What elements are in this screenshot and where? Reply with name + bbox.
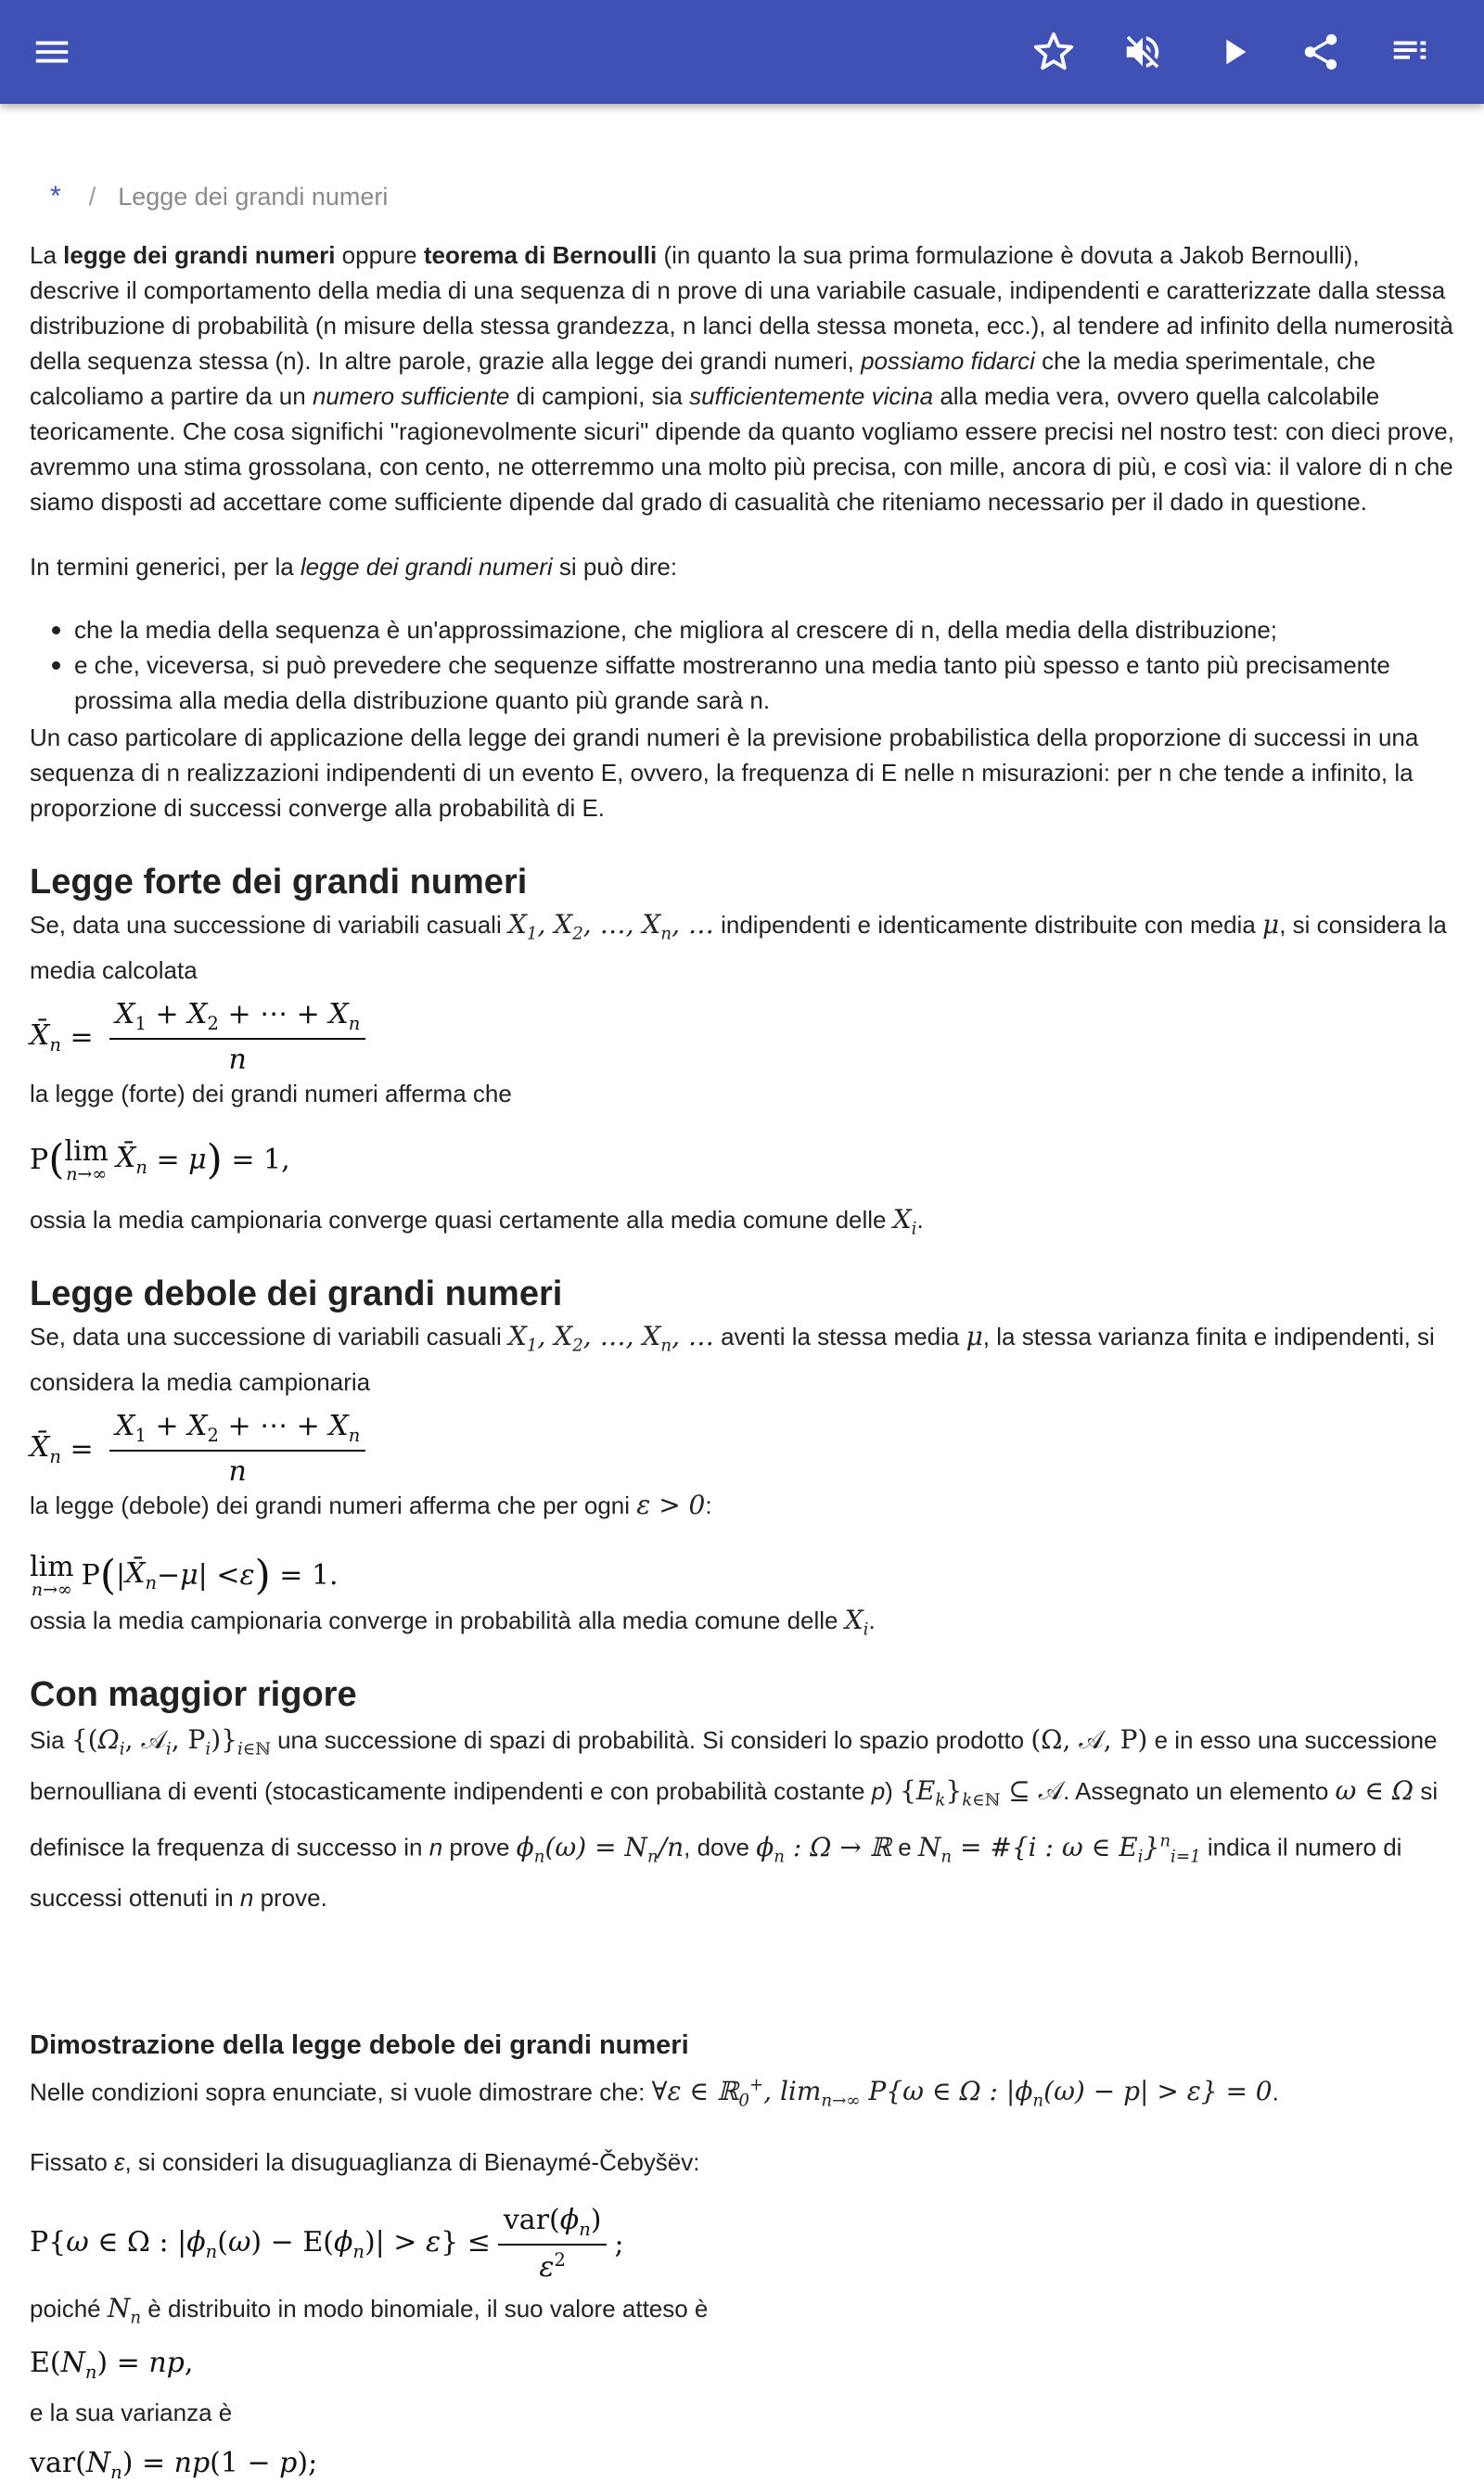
proof-binomial-paragraph: poiché $N_n$ è distribuito in modo binomiale, il suo valore atteso è — [30, 2293, 709, 2328]
math-inline: $X_i$ — [844, 1605, 869, 1640]
math-inline: ω ∈ Ω — [1335, 1774, 1414, 1806]
play-icon[interactable] — [1206, 24, 1261, 80]
math-inline: μ — [966, 1321, 983, 1351]
menu-icon[interactable] — [24, 24, 80, 80]
math-inline: (Ω, 𝒜, P) — [1030, 1724, 1148, 1755]
intro-generic-paragraph: In termini generici, per la legge dei grandi numeri si può dire: — [30, 553, 678, 581]
weak-law-statement: la legge (debole) dei grandi numeri afferma che per ogni ε > 0: — [30, 1490, 712, 1520]
math-inline: $N_n$ — [107, 2293, 142, 2328]
formula-weak-law: lim n→∞ P ( | $X̄_n$ − μ | < ε ) = 1. — [30, 1551, 339, 1600]
math-inline: $X_1$, $X_2$, …, $X_n$, … — [507, 1321, 714, 1356]
weak-law-paragraph: Se, data una successione di variabili casuali $X_1$, $X_2$, …, $X_n$, … aventi la stessa media μ, la stessa varianza finita e indipendenti, si considera la media campionaria — [30, 1321, 1435, 1396]
breadcrumb-current: Legge dei grandi numeri — [118, 182, 389, 211]
formula-sample-mean-weak: $X̄_n$ = $\frac{X_1 + X_2 + \cdots + X_n}{n}$ — [30, 1410, 373, 1488]
breadcrumb-separator: / — [88, 182, 96, 211]
strong-law-conclusion: ossia la media campionaria converge quasi certamente alla media comune delle $X_i$. — [30, 1204, 924, 1239]
formula-expected-value: $E(N_n)$ = np, — [30, 2347, 194, 2383]
proof-variance-label: e la sua varianza è — [30, 2399, 233, 2426]
math-inline: $X_i$ — [892, 1204, 917, 1239]
list-item: che la media della sequenza è un'approssimazione, che migliora al crescere di n, della media della distribuzione; — [30, 612, 1454, 647]
section-title-weak-law: Legge debole dei grandi numeri — [30, 1274, 563, 1313]
list-item: e che, viceversa, si può prevedere che sequenze siffatte mostreranno una media tanto più spesso e tanto più precisamente prossima alla media della distribuzione quanto più grande sarà n. — [30, 647, 1454, 718]
formula-sample-mean: $X̄_n$ = $\frac{X_1 + X_2 + \cdots + X_n}{n}$ — [30, 998, 373, 1076]
math-inline: $X_1$, $X_2$, …, $X_n$, … — [507, 909, 714, 944]
share-icon[interactable] — [1293, 24, 1349, 80]
playlist-icon[interactable] — [1382, 24, 1438, 80]
app-bar — [0, 0, 1484, 104]
section-title-rigor: Con maggior rigore — [30, 1675, 357, 1714]
math-inline: μ — [1262, 909, 1280, 940]
formula-chebyshev: P{ω ∈ Ω : $|\phi_n(\omega) - E(\phi_n)| > \varepsilon$} ≤ $\frac{var(\phi_n)}{\varepsilon^2}$ ; — [30, 2204, 624, 2284]
formula-strong-law: P ( lim n→∞ $X̄_n$ = μ ) = 1, — [30, 1135, 290, 1184]
intro-paragraph: La legge dei grandi numeri oppure teorema di Bernoulli (in quanto la sua prima formulazione è dovuta a Jakob Bernoulli), descrive il comportamento della media di una sequenza di n prove di una variabile casuale, indipendenti e caratterizzate dalla stessa distribuzione di probabilità (n misure della stessa grandezza, n lanci della stessa moneta, ecc.), al tendere ad infinito della numerosità della sequenza stessa (n). In altre parole, grazie alla legge dei grandi numeri, possiamo fidarci che la media sperimentale, che calcoliamo a partire da un numero sufficiente di campioni, sia sufficientemente vicina alla media vera, ovvero quella calcolabile teoricamente. Che cosa significhi "ragionevolmente sicuri" dipende da quanto vogliamo essere precisi nel nostro test: con dieci prove, avremmo una stima grossolana, con cento, ne otterremmo una molto più precisa, con mille, ancora di più, e così via: il valore di n che siamo disposti ad accettare come sufficiente dipende dal grado di casualità che riteniamo necessario per il dado in questione. — [30, 241, 1454, 516]
math-inline: {($\Omega_i$, 𝒜$_i$, $P_i)\}_{i\in ℕ}$ — [70, 1724, 271, 1760]
formula-variance: $var(N_n) = np(1 - p)$; — [30, 2447, 318, 2483]
math-inline: ∀ε ∈ ℝ$_0$+, $\lim_{n\to\infty} P\{\omega$ ∈ Ω : $|\phi_n(\omega) - p| > \varepsilon\} = 0$ — [651, 2076, 1273, 2111]
math-inline: $\{E_k\}_{k\in ℕ}$ ⊆ 𝒜 — [900, 1774, 1064, 1811]
proof-goal-paragraph: Nelle condizioni sopra enunciate, si vuole dimostrare che: ∀ε ∈ ℝ$_0$+, $\lim_{n\to\infty} P\{\omega$ ∈ Ω : $|\phi_n(\omega) - p| > \varepsilon\} = 0$. — [30, 2076, 1279, 2111]
volume-off-icon[interactable] — [1115, 24, 1171, 80]
weak-law-conclusion: ossia la media campionaria converge in probabilità alla media comune delle $X_i$. — [30, 1605, 876, 1640]
intro-special-case-paragraph: Un caso particolare di applicazione della legge dei grandi numeri è la previsione probabilistica della proporzione di successi in una sequenza di n realizzazioni indipendenti di un evento E, ovvero, la frequenza di E nelle n misurazioni: per n che tende a infinito, la proporzione di successi converge alla probabilità di E. — [30, 723, 1419, 822]
math-inline: ε > 0 — [636, 1490, 706, 1520]
math-inline: $N_n$ = #{i : ω ∈ $E_i\}^n_{i=1}$ — [917, 1831, 1201, 1867]
star-outline-icon[interactable] — [1026, 24, 1081, 80]
subsection-title-proof: Dimostrazione della legge debole dei grandi numeri — [30, 2030, 689, 2060]
section-title-strong-law: Legge forte dei grandi numeri — [30, 863, 528, 902]
math-inline: $\phi_n(\omega) = N_n/n$ — [516, 1831, 684, 1867]
rigor-paragraph: Sia {($\Omega_i$, 𝒜$_i$, $P_i)\}_{i\in ℕ}$ una successione di spazi di probabilità. Si consideri lo spazio prodotto (Ω, 𝒜, P) e in esso una successione bernoulliana di eventi (stocasticamente indipendenti e con probabilità costante p) $\{E_k\}_{k\in ℕ}$ ⊆ 𝒜. Assegnato un elemento ω ∈ Ω si definisce la frequenza di successo in n prove $\phi_n(\omega) = N_n/n$, dove $\phi_n$ : Ω → ℝ e $N_n$ = #{i : ω ∈ $E_i\}^n_{i=1}$ indica il numero di successi ottenuti in n prove. — [30, 1724, 1439, 1913]
strong-law-paragraph: Se, data una successione di variabili casuali $X_1$, $X_2$, …, $X_n$, … indipendenti e identicamente distribuite con media μ, si considera la media calcolata — [30, 909, 1447, 984]
breadcrumb — [30, 169, 388, 224]
intro-bullet-list — [30, 612, 1454, 718]
math-inline: $\phi_n$ : Ω → ℝ — [756, 1831, 891, 1867]
breadcrumb-root-link[interactable]: * — [50, 181, 61, 211]
proof-chebyshev-intro: Fissato ε, si consideri la disuguaglianza di Bienaymé-Čebyšëv: — [30, 2148, 700, 2176]
strong-law-statement: la legge (forte) dei grandi numeri afferma che — [30, 1080, 512, 1107]
